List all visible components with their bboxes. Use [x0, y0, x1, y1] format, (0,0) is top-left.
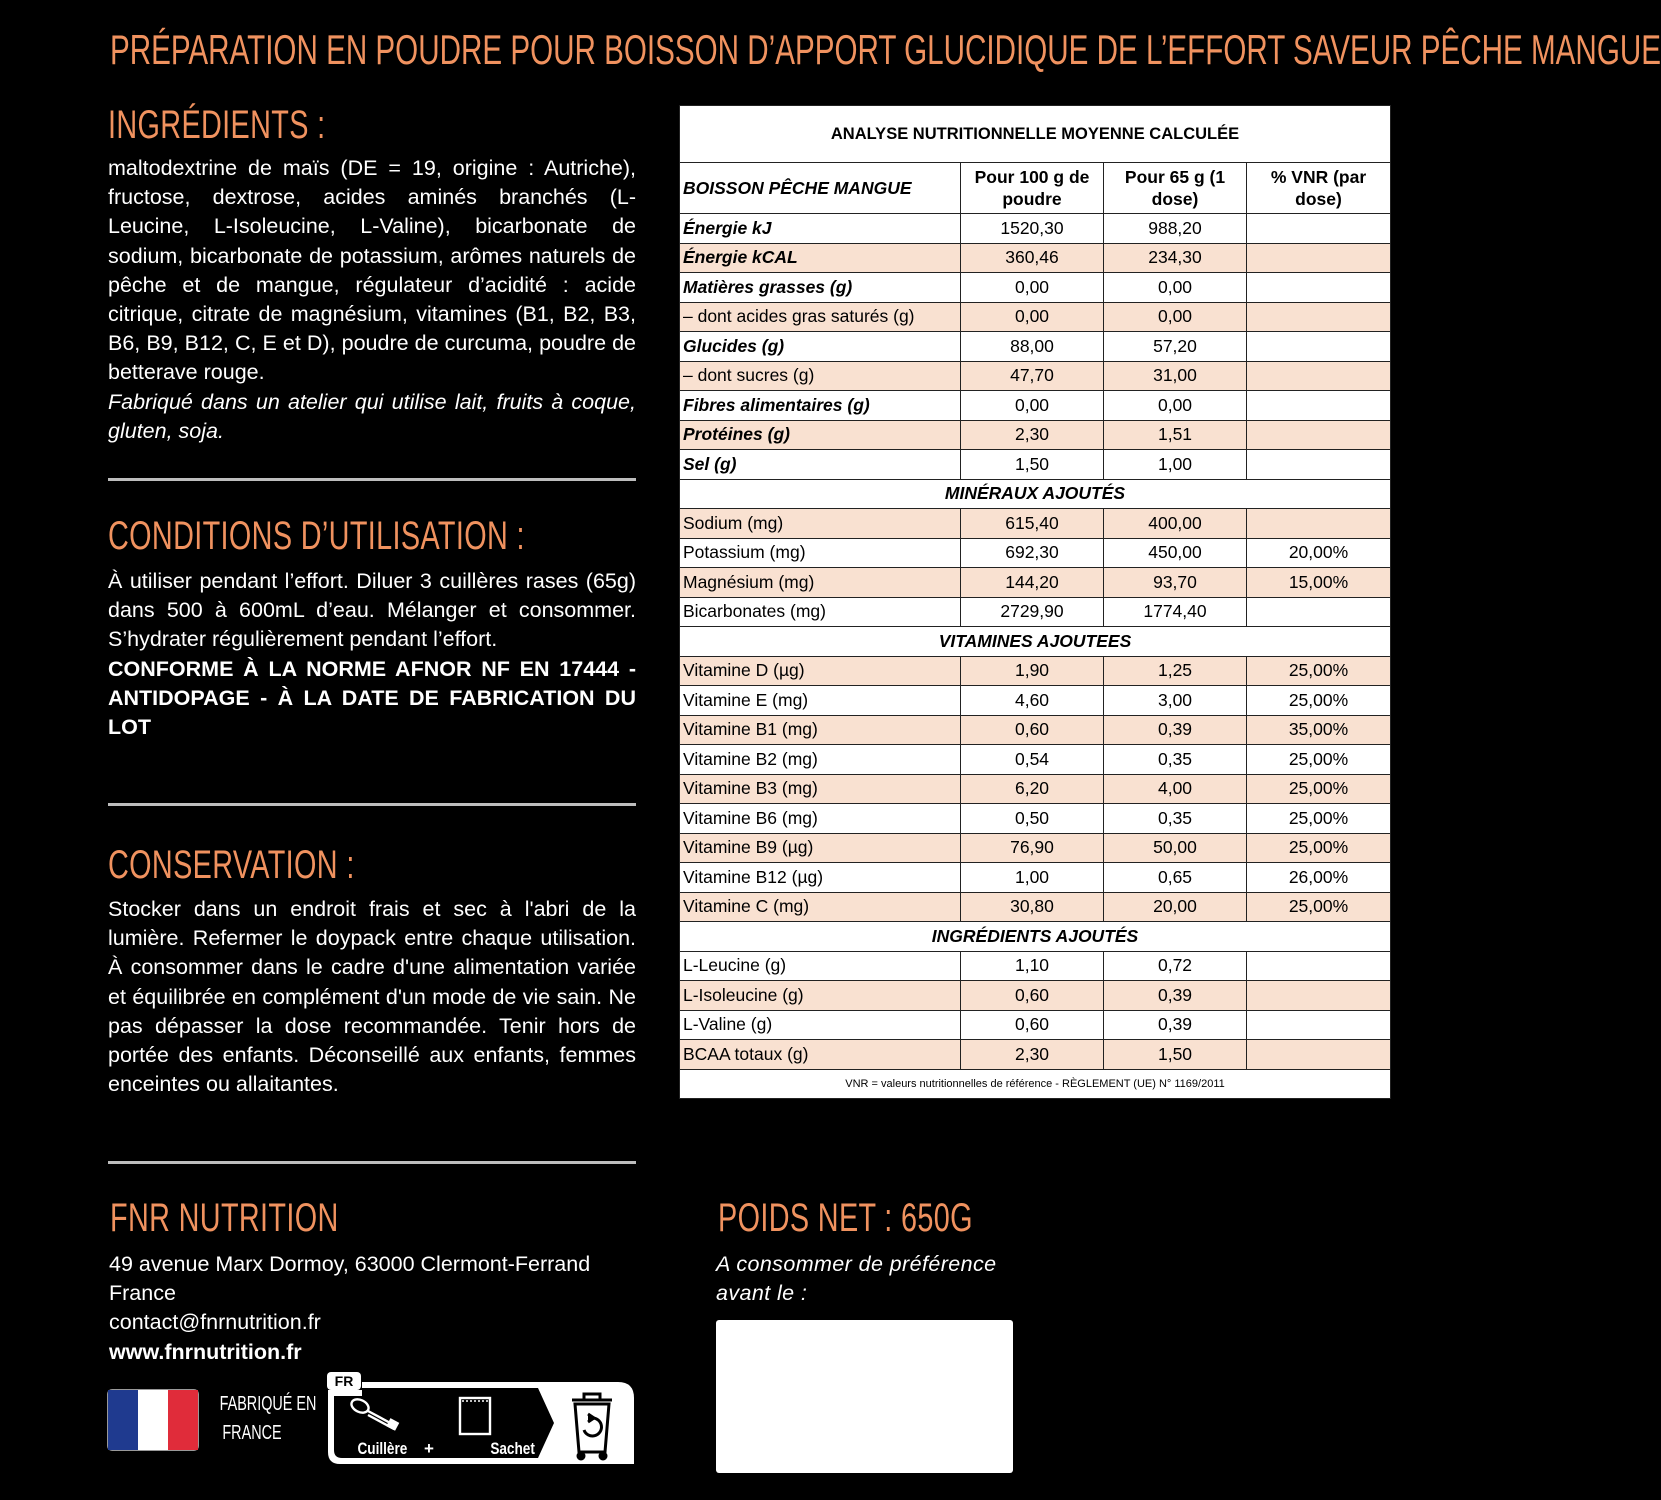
table-row — [680, 361, 1391, 391]
value-per-100g: 0,60 — [961, 715, 1104, 745]
value-vnr — [1247, 951, 1391, 981]
table-row — [680, 243, 1391, 273]
table-row — [680, 774, 1391, 804]
table-row — [680, 450, 1391, 480]
value-vnr — [1247, 450, 1391, 480]
value-per-dose: 3,00 — [1104, 686, 1247, 716]
nutrient-label: BCAA totaux (g) — [680, 1040, 961, 1070]
value-per-dose: 0,72 — [1104, 951, 1247, 981]
table-row — [680, 715, 1391, 745]
value-per-100g: 615,40 — [961, 509, 1104, 539]
nutrient-label: Énergie kCAL — [680, 243, 961, 273]
table-row — [680, 804, 1391, 834]
table-row — [680, 538, 1391, 568]
ingredients-block — [108, 154, 636, 446]
france-flag-icon — [108, 1390, 198, 1450]
table-row — [680, 509, 1391, 539]
net-weight: POIDS NET : 650G — [718, 1196, 973, 1240]
minerals-heading: MINÉRAUX AJOUTÉS — [680, 479, 1391, 509]
value-per-100g: 0,00 — [961, 391, 1104, 421]
nutrient-label: – dont sucres (g) — [680, 361, 961, 391]
value-vnr — [1247, 302, 1391, 332]
value-vnr: 25,00% — [1247, 656, 1391, 686]
value-per-dose: 400,00 — [1104, 509, 1247, 539]
table-footnote: VNR = valeurs nutritionnelles de référence - RÈGLEMENT (UE) N° 1169/2011 — [680, 1069, 1391, 1098]
table-footnote-row — [680, 1069, 1391, 1098]
value-per-100g: 30,80 — [961, 892, 1104, 922]
value-vnr: 25,00% — [1247, 892, 1391, 922]
nutrient-label: Énergie kJ — [680, 214, 961, 244]
value-vnr — [1247, 420, 1391, 450]
table-row — [680, 892, 1391, 922]
table-row — [680, 332, 1391, 362]
nutrient-label: Vitamine C (mg) — [680, 892, 961, 922]
value-vnr: 25,00% — [1247, 686, 1391, 716]
value-per-100g: 0,00 — [961, 273, 1104, 303]
ingredients-text: maltodextrine de maïs (DE = 19, origine : Autriche), fructose, dextrose, acides aminés branchés (L-Leucine, L-Isoleucine, L-Valine), bicarbonate de sodium, bicarbonate de potassium, arômes naturels de pêche et de mangue, régulateur d’acidité : acide citrique, citrate de magnésium, vitamines (B1, B2, B3, B6, B9, B12, C, E et D), poudre de curcuma, poudre de betterave rouge. — [108, 156, 636, 385]
value-per-dose: 0,35 — [1104, 804, 1247, 834]
value-vnr — [1247, 391, 1391, 421]
usage-block — [108, 567, 636, 742]
brand-contact — [109, 1250, 639, 1367]
nutrient-label: Bicarbonates (mg) — [680, 597, 961, 627]
storage-block — [108, 895, 636, 1099]
value-per-dose: 0,39 — [1104, 715, 1247, 745]
table-row — [680, 214, 1391, 244]
value-per-dose: 4,00 — [1104, 774, 1247, 804]
value-per-dose: 0,00 — [1104, 302, 1247, 332]
value-per-100g: 0,54 — [961, 745, 1104, 775]
value-per-dose: 1774,40 — [1104, 597, 1247, 627]
nutrient-label: Glucides (g) — [680, 332, 961, 362]
table-row — [680, 1040, 1391, 1070]
value-per-100g: 1520,30 — [961, 214, 1104, 244]
value-vnr — [1247, 1040, 1391, 1070]
value-per-100g: 1,10 — [961, 951, 1104, 981]
website-link[interactable]: www.fnrnutrition.fr — [109, 1339, 302, 1364]
value-per-dose: 0,39 — [1104, 1010, 1247, 1040]
nutrient-label: L-Valine (g) — [680, 1010, 961, 1040]
recycling-plus: + — [424, 1439, 434, 1458]
value-per-100g: 1,90 — [961, 656, 1104, 686]
value-per-dose: 93,70 — [1104, 568, 1247, 598]
value-per-100g: 0,60 — [961, 1010, 1104, 1040]
table-row — [680, 420, 1391, 450]
value-per-dose: 0,00 — [1104, 391, 1247, 421]
value-vnr: 35,00% — [1247, 715, 1391, 745]
value-per-dose: 234,30 — [1104, 243, 1247, 273]
value-per-100g: 47,70 — [961, 361, 1104, 391]
nutrient-label: Vitamine B6 (mg) — [680, 804, 961, 834]
value-vnr — [1247, 597, 1391, 627]
table-row — [680, 686, 1391, 716]
value-vnr — [1247, 1010, 1391, 1040]
table-section-row — [680, 922, 1391, 952]
brand-name: FNR NUTRITION — [110, 1196, 339, 1240]
nutrient-label: Vitamine B2 (mg) — [680, 745, 961, 775]
value-vnr: 25,00% — [1247, 774, 1391, 804]
nutrient-label: Magnésium (mg) — [680, 568, 961, 598]
value-per-100g: 1,50 — [961, 450, 1104, 480]
value-per-dose: 0,00 — [1104, 273, 1247, 303]
value-per-100g: 0,60 — [961, 981, 1104, 1011]
made-in-france — [207, 1390, 317, 1448]
usage-text: À utiliser pendant l’effort. Diluer 3 cuillères rases (65g) dans 500 à 600mL d’eau. Mélanger et consommer. S’hydrater régulièrement pendant l’effort. — [108, 569, 636, 652]
value-per-dose: 988,20 — [1104, 214, 1247, 244]
value-per-dose: 31,00 — [1104, 361, 1247, 391]
value-per-100g: 1,00 — [961, 863, 1104, 893]
table-row — [680, 745, 1391, 775]
value-vnr: 20,00% — [1247, 538, 1391, 568]
recycling-country-code: FR — [334, 1373, 354, 1389]
nutrient-label: L-Isoleucine (g) — [680, 981, 961, 1011]
nutrient-label: Vitamine B1 (mg) — [680, 715, 961, 745]
value-per-100g: 0,50 — [961, 804, 1104, 834]
vitamins-heading: VITAMINES AJOUTEES — [680, 627, 1391, 657]
recycling-item-sachet: Sachet — [490, 1439, 535, 1459]
nutrition-table — [679, 105, 1390, 1099]
divider — [108, 803, 636, 806]
value-per-dose: 0,35 — [1104, 745, 1247, 775]
value-per-dose: 1,00 — [1104, 450, 1247, 480]
value-vnr: 25,00% — [1247, 833, 1391, 863]
nutrient-label: – dont acides gras saturés (g) — [680, 302, 961, 332]
added-ingredients-heading: INGRÉDIENTS AJOUTÉS — [680, 922, 1391, 952]
nutrient-label: Matières grasses (g) — [680, 273, 961, 303]
table-row — [680, 391, 1391, 421]
value-vnr — [1247, 361, 1391, 391]
table-section-row — [680, 627, 1391, 657]
column-header-dose: Pour 65 g (1 dose) — [1104, 163, 1247, 214]
table-row — [680, 951, 1391, 981]
value-vnr — [1247, 332, 1391, 362]
made-in-line1: FABRIQUÉ EN — [219, 1393, 317, 1415]
value-vnr — [1247, 214, 1391, 244]
ingredients-heading: INGRÉDIENTS : — [108, 103, 326, 147]
value-per-dose: 1,25 — [1104, 656, 1247, 686]
value-vnr: 26,00% — [1247, 863, 1391, 893]
allergens-text: Fabriqué dans un atelier qui utilise lait, fruits à coque, gluten, soja. — [108, 389, 636, 443]
nutrient-label: Vitamine B3 (mg) — [680, 774, 961, 804]
value-vnr — [1247, 509, 1391, 539]
nutrient-label: Potassium (mg) — [680, 538, 961, 568]
nutrition-title: ANALYSE NUTRITIONNELLE MOYENNE CALCULÉE — [680, 106, 1391, 163]
recycling-item-spoon: Cuillère — [357, 1439, 408, 1459]
value-vnr: 25,00% — [1247, 745, 1391, 775]
nutrient-label: Fibres alimentaires (g) — [680, 391, 961, 421]
column-header-100g: Pour 100 g de poudre — [961, 163, 1104, 214]
value-vnr — [1247, 243, 1391, 273]
address-line: 49 avenue Marx Dormoy, 63000 Clermont-Ferrand — [109, 1252, 591, 1276]
table-row — [680, 568, 1391, 598]
value-per-dose: 57,20 — [1104, 332, 1247, 362]
table-section-row — [680, 479, 1391, 509]
nutrient-label: Vitamine B12 (µg) — [680, 863, 961, 893]
nutrient-label: Protéines (g) — [680, 420, 961, 450]
value-vnr — [1247, 273, 1391, 303]
email-link[interactable]: contact@fnrnutrition.fr — [109, 1310, 321, 1335]
value-per-100g: 76,90 — [961, 833, 1104, 863]
table-row — [680, 656, 1391, 686]
column-header-product: BOISSON PÊCHE MANGUE — [680, 163, 961, 214]
value-per-100g: 4,60 — [961, 686, 1104, 716]
table-row — [680, 1010, 1391, 1040]
value-per-dose: 0,39 — [1104, 981, 1247, 1011]
storage-text: Stocker dans un endroit frais et sec à l'abri de la lumière. Refermer le doypack entre chaque utilisation. À consommer dans le cadre d'une alimentation variée et équilibrée en complément d'un mode de vie sain. Ne pas dépasser la dose recommandée. Tenir hors de portée des enfants. Déconseillé aux enfants, femmes enceintes ou allaitantes. — [108, 897, 636, 1097]
value-per-dose: 1,51 — [1104, 420, 1247, 450]
value-vnr: 15,00% — [1247, 568, 1391, 598]
nutrient-label: Vitamine B9 (µg) — [680, 833, 961, 863]
value-per-100g: 2729,90 — [961, 597, 1104, 627]
storage-heading: CONSERVATION : — [108, 843, 355, 887]
value-vnr: 25,00% — [1247, 804, 1391, 834]
table-row — [680, 302, 1391, 332]
value-per-100g: 6,20 — [961, 774, 1104, 804]
divider — [108, 478, 636, 481]
nutrient-label: L-Leucine (g) — [680, 951, 961, 981]
value-per-dose: 450,00 — [1104, 538, 1247, 568]
value-per-100g: 0,00 — [961, 302, 1104, 332]
made-in-line2: FRANCE — [222, 1422, 282, 1444]
value-per-100g: 2,30 — [961, 1040, 1104, 1070]
best-before-label: A consommer de préférence avant le : — [716, 1252, 997, 1305]
value-per-100g: 88,00 — [961, 332, 1104, 362]
value-per-100g: 144,20 — [961, 568, 1104, 598]
nutrient-label: Vitamine E (mg) — [680, 686, 961, 716]
value-per-100g: 2,30 — [961, 420, 1104, 450]
value-per-dose: 50,00 — [1104, 833, 1247, 863]
table-row — [680, 273, 1391, 303]
country-line: France — [109, 1281, 176, 1306]
nutrient-label: Sel (g) — [680, 450, 961, 480]
divider — [108, 1161, 636, 1164]
table-row — [680, 863, 1391, 893]
norm-text: CONFORME À LA NORME AFNOR NF EN 17444 - ANTIDOPAGE - À LA DATE DE FABRICATION DU LOT — [108, 656, 636, 740]
value-vnr — [1247, 981, 1391, 1011]
table-row — [680, 981, 1391, 1011]
value-per-dose: 20,00 — [1104, 892, 1247, 922]
nutrient-label: Sodium (mg) — [680, 509, 961, 539]
value-per-dose: 1,50 — [1104, 1040, 1247, 1070]
value-per-dose: 0,65 — [1104, 863, 1247, 893]
best-before-date-box — [716, 1320, 1013, 1473]
value-per-100g: 360,46 — [961, 243, 1104, 273]
value-per-100g: 692,30 — [961, 538, 1104, 568]
table-row — [680, 833, 1391, 863]
column-header-vnr: % VNR (par dose) — [1247, 163, 1391, 214]
recycling-info — [326, 1370, 636, 1466]
nutrient-label: Vitamine D (µg) — [680, 656, 961, 686]
usage-heading: CONDITIONS D’UTILISATION : — [108, 514, 525, 558]
table-row — [680, 597, 1391, 627]
page-title: PRÉPARATION EN POUDRE POUR BOISSON D’APPORT GLUCIDIQUE DE L’EFFORT SAVEUR PÊCHE MANGUE — [110, 26, 1661, 73]
